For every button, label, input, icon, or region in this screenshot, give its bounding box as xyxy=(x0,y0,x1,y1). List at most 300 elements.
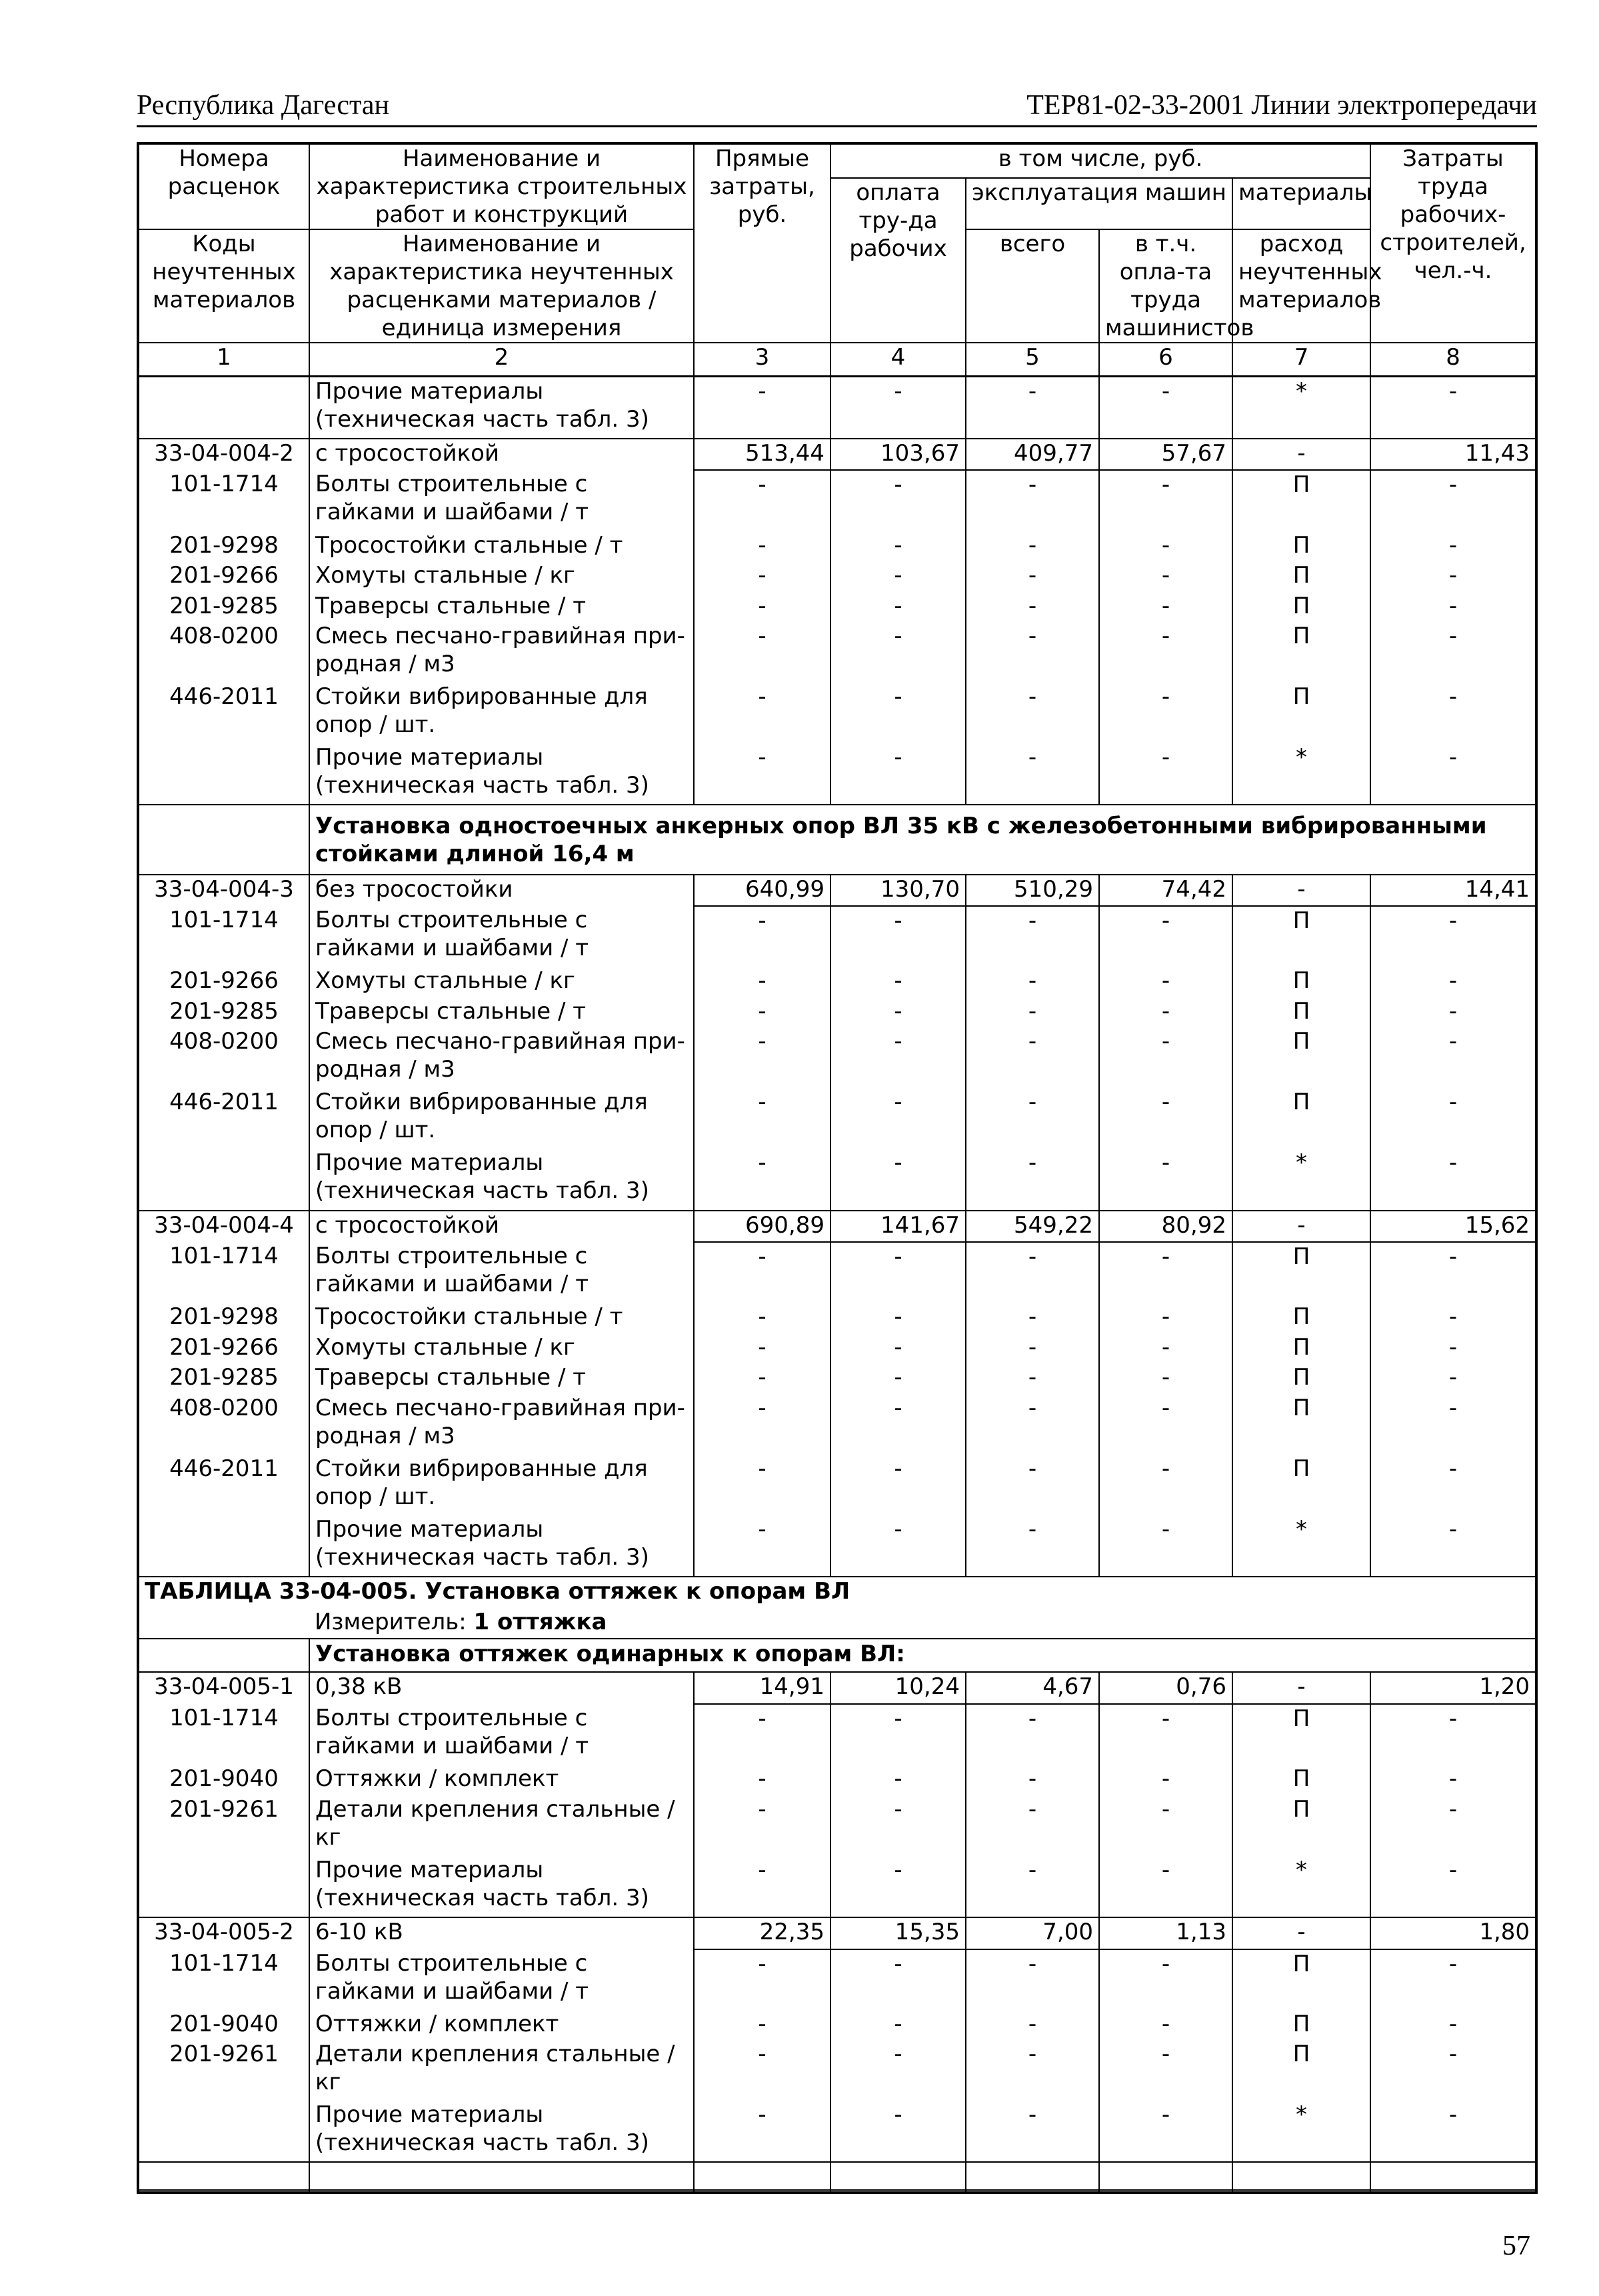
material-value: - xyxy=(830,743,966,805)
material-value: - xyxy=(1099,1949,1232,2010)
material-value: - xyxy=(1099,1455,1232,1515)
material-value: - xyxy=(966,1088,1099,1149)
labor-cost: 11,43 xyxy=(1370,439,1536,471)
material-row xyxy=(138,2040,1536,2101)
material-value: - xyxy=(966,1394,1099,1455)
material-value: - xyxy=(1099,1242,1232,1303)
machines-wages-cost: 74,42 xyxy=(1099,875,1232,907)
material-value: - xyxy=(1099,531,1232,562)
machines-wages-cost: 1,13 xyxy=(1099,1917,1232,1949)
material-value: - xyxy=(1099,1856,1232,1917)
empty-row xyxy=(138,2162,1536,2190)
empty-cell xyxy=(1370,2190,1536,2193)
material-row xyxy=(138,1242,1536,1303)
material-flag: П xyxy=(1232,1363,1370,1394)
machines-cost: 4,67 xyxy=(966,1672,1099,1704)
empty-cell xyxy=(138,2190,309,2193)
material-row xyxy=(138,531,1536,562)
material-name: Детали крепления стальные / кг xyxy=(309,2040,694,2101)
material-labor: - xyxy=(1370,622,1536,683)
material-value: - xyxy=(694,906,830,967)
material-row xyxy=(138,1704,1536,1765)
material-value: - xyxy=(966,967,1099,997)
col-header-direct: Прямые затраты, руб. xyxy=(694,143,830,343)
material-value: - xyxy=(694,592,830,623)
measure-value: 1 оттяжка xyxy=(473,1608,607,1635)
col-number: 4 xyxy=(830,343,966,376)
material-flag: П xyxy=(1232,997,1370,1028)
material-value: - xyxy=(1099,2101,1232,2162)
material-value: - xyxy=(694,743,830,805)
material-name: Детали крепления стальные / кг xyxy=(309,1795,694,1856)
material-labor: - xyxy=(1370,1088,1536,1149)
empty-cell xyxy=(830,2162,966,2190)
col-header-materials-consumption: расход неучтенных материалов xyxy=(1232,229,1370,343)
empty-cell xyxy=(309,2162,694,2190)
material-labor: - xyxy=(1370,997,1536,1028)
material-value: - xyxy=(966,1363,1099,1394)
material-value: - xyxy=(1099,1333,1232,1364)
rate-name: 0,38 кВ xyxy=(309,1672,694,1704)
material-name: Смесь песчано-гравийная при-родная / м3 xyxy=(309,622,694,683)
material-flag: П xyxy=(1232,592,1370,623)
labor-cost: 14,41 xyxy=(1370,875,1536,907)
material-flag: П xyxy=(1232,1394,1370,1455)
material-row xyxy=(138,470,1536,531)
rate-row xyxy=(138,875,1536,907)
filler-row xyxy=(138,2190,1536,2193)
material-value: - xyxy=(830,997,966,1028)
material-value: - xyxy=(694,1303,830,1333)
col-header-machines: эксплуатация машин xyxy=(966,178,1232,229)
empty-cell xyxy=(830,2190,966,2193)
material-labor: - xyxy=(1370,2010,1536,2041)
material-value: - xyxy=(966,2040,1099,2101)
material-code: 201-9040 xyxy=(138,2010,309,2041)
material-labor: - xyxy=(1370,1765,1536,1795)
material-value: - xyxy=(1099,967,1232,997)
material-value: - xyxy=(830,1242,966,1303)
material-value: - xyxy=(830,531,966,562)
rate-name: с тросостойкой xyxy=(309,1211,694,1243)
col-header-wages: оплата тру-да рабочих xyxy=(830,178,966,343)
material-labor: - xyxy=(1370,561,1536,592)
col-header-name-bottom: Наименование и характеристика неучтенных расценками материалов / единица измерения xyxy=(309,229,694,343)
material-code: 101-1714 xyxy=(138,1242,309,1303)
material-flag: П xyxy=(1232,1949,1370,2010)
col-header-machines-total: всего xyxy=(966,229,1099,343)
material-value: - xyxy=(830,1027,966,1088)
material-value: - xyxy=(694,1704,830,1765)
material-name: Прочие материалы (техническая часть табл. 3) xyxy=(309,1149,694,1210)
material-value: - xyxy=(694,2010,830,2041)
material-flag: П xyxy=(1232,1795,1370,1856)
material-value: - xyxy=(830,1088,966,1149)
material-name: Болты строительные с гайками и шайбами / т xyxy=(309,1704,694,1765)
material-code: 101-1714 xyxy=(138,906,309,967)
material-flag: П xyxy=(1232,967,1370,997)
machines-cost: 7,00 xyxy=(966,1917,1099,1949)
material-value: - xyxy=(694,1795,830,1856)
material-row xyxy=(138,1949,1536,2010)
material-value: - xyxy=(1099,1795,1232,1856)
material-value: - xyxy=(966,1333,1099,1364)
empty-cell xyxy=(138,2162,309,2190)
rate-row xyxy=(138,1211,1536,1243)
col-number: 8 xyxy=(1370,343,1536,376)
material-name: Оттяжки / комплект xyxy=(309,2010,694,2041)
table-title-row xyxy=(138,1577,1536,1608)
empty-cell xyxy=(138,1608,309,1639)
material-code xyxy=(138,1149,309,1210)
material-value: - xyxy=(830,967,966,997)
material-value: - xyxy=(830,561,966,592)
empty-cell xyxy=(1370,2162,1536,2190)
material-name: Прочие материалы (техническая часть табл. 3) xyxy=(309,2101,694,2162)
material-code xyxy=(138,2101,309,2162)
material-value: - xyxy=(1099,1027,1232,1088)
material-value: - xyxy=(966,1856,1099,1917)
measure-row xyxy=(138,1608,1536,1639)
wages-cost: 130,70 xyxy=(830,875,966,907)
material-labor: - xyxy=(1370,1027,1536,1088)
material-row xyxy=(138,622,1536,683)
material-value: - xyxy=(1099,376,1232,439)
rate-name: без тросостойки xyxy=(309,875,694,907)
material-name: Стойки вибрированные для опор / шт. xyxy=(309,1088,694,1149)
materials-cost: - xyxy=(1232,1917,1370,1949)
material-code xyxy=(138,376,309,439)
material-value: - xyxy=(830,906,966,967)
empty-cell xyxy=(138,805,309,874)
material-labor: - xyxy=(1370,1949,1536,2010)
material-labor: - xyxy=(1370,592,1536,623)
material-flag: * xyxy=(1232,743,1370,805)
material-code: 201-9285 xyxy=(138,592,309,623)
material-row xyxy=(138,1455,1536,1515)
material-code: 446-2011 xyxy=(138,683,309,743)
material-name: Болты строительные с гайками и шайбами / т xyxy=(309,1949,694,2010)
material-row xyxy=(138,1303,1536,1333)
material-value: - xyxy=(966,1455,1099,1515)
material-row xyxy=(138,1333,1536,1364)
rate-name: 6-10 кВ xyxy=(309,1917,694,1949)
material-value: - xyxy=(694,1949,830,2010)
column-number-row xyxy=(138,343,1536,376)
material-value: - xyxy=(830,2010,966,2041)
material-code: 201-9266 xyxy=(138,561,309,592)
material-value: - xyxy=(1099,470,1232,531)
material-code: 408-0200 xyxy=(138,1394,309,1455)
materials-cost: - xyxy=(1232,439,1370,471)
rate-code: 33-04-005-2 xyxy=(138,1917,309,1949)
material-labor: - xyxy=(1370,1394,1536,1455)
col-header-code-top: Номера расценок xyxy=(138,143,309,229)
material-flag: П xyxy=(1232,1088,1370,1149)
material-value: - xyxy=(830,1303,966,1333)
material-value: - xyxy=(830,1949,966,2010)
material-labor: - xyxy=(1370,743,1536,805)
material-value: - xyxy=(830,622,966,683)
material-name: Траверсы стальные / т xyxy=(309,997,694,1028)
material-name: Траверсы стальные / т xyxy=(309,1363,694,1394)
materials-cost: - xyxy=(1232,1211,1370,1243)
material-value: - xyxy=(966,1027,1099,1088)
material-value: - xyxy=(694,622,830,683)
material-name: Оттяжки / комплект xyxy=(309,1765,694,1795)
material-value: - xyxy=(830,1455,966,1515)
col-header-name-top: Наименование и характеристика строительных работ и конструкций xyxy=(309,143,694,229)
material-flag: П xyxy=(1232,2040,1370,2101)
material-labor: - xyxy=(1370,1242,1536,1303)
direct-cost: 513,44 xyxy=(694,439,830,471)
material-value: - xyxy=(830,1515,966,1577)
material-labor: - xyxy=(1370,376,1536,439)
material-value: - xyxy=(830,470,966,531)
material-flag: * xyxy=(1232,1149,1370,1210)
material-row xyxy=(138,1795,1536,1856)
material-code: 101-1714 xyxy=(138,1704,309,1765)
material-value: - xyxy=(1099,997,1232,1028)
material-code xyxy=(138,743,309,805)
material-value: - xyxy=(966,1515,1099,1577)
col-header-machines-wages: в т.ч. опла-та труда машинистов xyxy=(1099,229,1232,343)
material-value: - xyxy=(694,1455,830,1515)
empty-cell xyxy=(1099,2162,1232,2190)
material-flag: П xyxy=(1232,683,1370,743)
empty-cell xyxy=(1099,2190,1232,2193)
material-row xyxy=(138,2010,1536,2041)
material-code: 201-9285 xyxy=(138,997,309,1028)
material-row xyxy=(138,906,1536,967)
material-code: 201-9266 xyxy=(138,967,309,997)
material-value: - xyxy=(1099,1303,1232,1333)
material-value: - xyxy=(694,2040,830,2101)
page-number: 57 xyxy=(1502,2231,1530,2261)
material-value: - xyxy=(830,1149,966,1210)
material-value: - xyxy=(830,1856,966,1917)
material-value: - xyxy=(966,622,1099,683)
material-name: Болты строительные с гайками и шайбами / т xyxy=(309,906,694,967)
material-labor: - xyxy=(1370,1704,1536,1765)
material-flag: П xyxy=(1232,906,1370,967)
material-code: 201-9261 xyxy=(138,2040,309,2101)
material-value: - xyxy=(966,2010,1099,2041)
subsection-title-text: Установка оттяжек одинарных к опорам ВЛ: xyxy=(309,1639,1536,1672)
material-code: 446-2011 xyxy=(138,1088,309,1149)
material-name: Стойки вибрированные для опор / шт. xyxy=(309,1455,694,1515)
material-value: - xyxy=(966,1149,1099,1210)
material-value: - xyxy=(1099,1149,1232,1210)
machines-cost: 549,22 xyxy=(966,1211,1099,1243)
material-row xyxy=(138,1765,1536,1795)
material-name: Стойки вибрированные для опор / шт. xyxy=(309,683,694,743)
material-value: - xyxy=(830,1795,966,1856)
subsection-title xyxy=(138,1639,1536,1672)
empty-cell xyxy=(1232,2190,1370,2193)
material-code: 201-9285 xyxy=(138,1363,309,1394)
col-number: 7 xyxy=(1232,343,1370,376)
material-value: - xyxy=(694,470,830,531)
empty-cell xyxy=(309,2190,694,2193)
direct-cost: 690,89 xyxy=(694,1211,830,1243)
material-value: - xyxy=(694,531,830,562)
material-row xyxy=(138,2101,1536,2162)
material-value: - xyxy=(830,1363,966,1394)
material-value: - xyxy=(694,683,830,743)
material-code: 201-9298 xyxy=(138,1303,309,1333)
material-value: - xyxy=(694,1515,830,1577)
material-value: - xyxy=(966,470,1099,531)
material-name: Прочие материалы (техническая часть табл. 3) xyxy=(309,376,694,439)
material-value: - xyxy=(966,1795,1099,1856)
materials-cost: - xyxy=(1232,1672,1370,1704)
direct-cost: 640,99 xyxy=(694,875,830,907)
empty-cell xyxy=(138,1639,309,1672)
material-value: - xyxy=(694,1363,830,1394)
rate-row xyxy=(138,1672,1536,1704)
wages-cost: 10,24 xyxy=(830,1672,966,1704)
material-value: - xyxy=(694,561,830,592)
material-value: - xyxy=(830,1394,966,1455)
material-row xyxy=(138,743,1536,805)
material-labor: - xyxy=(1370,1515,1536,1577)
material-code: 101-1714 xyxy=(138,1949,309,2010)
material-name: Болты строительные с гайками и шайбами / т xyxy=(309,470,694,531)
material-row xyxy=(138,967,1536,997)
col-number: 3 xyxy=(694,343,830,376)
measure-text xyxy=(309,1608,1536,1639)
material-labor: - xyxy=(1370,470,1536,531)
material-value: - xyxy=(966,592,1099,623)
material-name: Прочие материалы (техническая часть табл. 3) xyxy=(309,1515,694,1577)
header-region: Республика Дагестан xyxy=(137,90,390,121)
material-flag: * xyxy=(1232,1515,1370,1577)
material-name: Тросостойки стальные / т xyxy=(309,531,694,562)
material-value: - xyxy=(694,1027,830,1088)
material-flag: П xyxy=(1232,1333,1370,1364)
material-row xyxy=(138,1363,1536,1394)
material-labor: - xyxy=(1370,1303,1536,1333)
material-name: Смесь песчано-гравийная при-родная / м3 xyxy=(309,1394,694,1455)
material-flag: П xyxy=(1232,1027,1370,1088)
rate-name: с тросостойкой xyxy=(309,439,694,471)
material-value: - xyxy=(1099,622,1232,683)
col-header-code-bottom: Коды неучтенных материалов xyxy=(138,229,309,343)
material-name: Тросостойки стальные / т xyxy=(309,1303,694,1333)
material-code: 408-0200 xyxy=(138,622,309,683)
material-value: - xyxy=(966,561,1099,592)
material-code: 101-1714 xyxy=(138,470,309,531)
material-name: Прочие материалы (техническая часть табл. 3) xyxy=(309,743,694,805)
material-labor: - xyxy=(1370,1455,1536,1515)
material-row xyxy=(138,1394,1536,1455)
col-number: 5 xyxy=(966,343,1099,376)
material-flag: П xyxy=(1232,1704,1370,1765)
material-value: - xyxy=(966,743,1099,805)
material-value: - xyxy=(966,376,1099,439)
material-value: - xyxy=(966,1765,1099,1795)
page-header xyxy=(137,85,1537,127)
material-value: - xyxy=(966,531,1099,562)
material-value: - xyxy=(966,1303,1099,1333)
material-labor: - xyxy=(1370,531,1536,562)
material-value: - xyxy=(1099,2010,1232,2041)
wages-cost: 141,67 xyxy=(830,1211,966,1243)
material-flag: П xyxy=(1232,1765,1370,1795)
measure-label: Измеритель: xyxy=(315,1608,467,1635)
material-value: - xyxy=(694,376,830,439)
material-row xyxy=(138,592,1536,623)
col-number: 2 xyxy=(309,343,694,376)
material-value: - xyxy=(966,683,1099,743)
rates-table xyxy=(137,142,1538,2194)
machines-cost: 510,29 xyxy=(966,875,1099,907)
col-header-labor: Затраты труда рабочих-строителей, чел.-ч. xyxy=(1370,143,1536,343)
material-value: - xyxy=(830,1704,966,1765)
material-labor: - xyxy=(1370,1795,1536,1856)
machines-wages-cost: 57,67 xyxy=(1099,439,1232,471)
material-value: - xyxy=(1099,743,1232,805)
material-code: 201-9261 xyxy=(138,1795,309,1856)
material-value: - xyxy=(830,683,966,743)
material-value: - xyxy=(694,2101,830,2162)
section-title-text: Установка одностоечных анкерных опор ВЛ 35 кВ с железобетонными вибрированными стойками длиной 16,4 м xyxy=(309,805,1536,874)
material-labor: - xyxy=(1370,683,1536,743)
machines-cost: 409,77 xyxy=(966,439,1099,471)
machines-wages-cost: 80,92 xyxy=(1099,1211,1232,1243)
material-code: 201-9040 xyxy=(138,1765,309,1795)
material-flag: П xyxy=(1232,622,1370,683)
material-flag: * xyxy=(1232,2101,1370,2162)
material-flag: П xyxy=(1232,531,1370,562)
material-flag: П xyxy=(1232,470,1370,531)
material-labor: - xyxy=(1370,1856,1536,1917)
material-value: - xyxy=(1099,683,1232,743)
material-value: - xyxy=(694,1242,830,1303)
material-value: - xyxy=(1099,561,1232,592)
material-name: Хомуты стальные / кг xyxy=(309,967,694,997)
material-name: Смесь песчано-гравийная при-родная / м3 xyxy=(309,1027,694,1088)
material-value: - xyxy=(1099,1515,1232,1577)
col-number: 6 xyxy=(1099,343,1232,376)
material-row xyxy=(138,1027,1536,1088)
material-code: 408-0200 xyxy=(138,1027,309,1088)
rate-row xyxy=(138,1917,1536,1949)
material-row xyxy=(138,561,1536,592)
material-value: - xyxy=(1099,1363,1232,1394)
empty-cell xyxy=(1232,2162,1370,2190)
material-value: - xyxy=(966,997,1099,1028)
material-flag: П xyxy=(1232,1303,1370,1333)
material-code: 201-9266 xyxy=(138,1333,309,1364)
table-title: ТАБЛИЦА 33-04-005. Установка оттяжек к опорам ВЛ xyxy=(138,1577,1536,1608)
material-name: Болты строительные с гайками и шайбами / т xyxy=(309,1242,694,1303)
wages-cost: 103,67 xyxy=(830,439,966,471)
material-value: - xyxy=(1099,1704,1232,1765)
rate-code: 33-04-005-1 xyxy=(138,1672,309,1704)
empty-cell xyxy=(966,2190,1099,2193)
material-value: - xyxy=(830,376,966,439)
material-name: Хомуты стальные / кг xyxy=(309,1333,694,1364)
material-flag: П xyxy=(1232,1455,1370,1515)
material-value: - xyxy=(694,1856,830,1917)
material-code xyxy=(138,1856,309,1917)
material-name: Траверсы стальные / т xyxy=(309,592,694,623)
rate-row xyxy=(138,439,1536,471)
rate-code: 33-04-004-2 xyxy=(138,439,309,471)
material-value: - xyxy=(1099,592,1232,623)
